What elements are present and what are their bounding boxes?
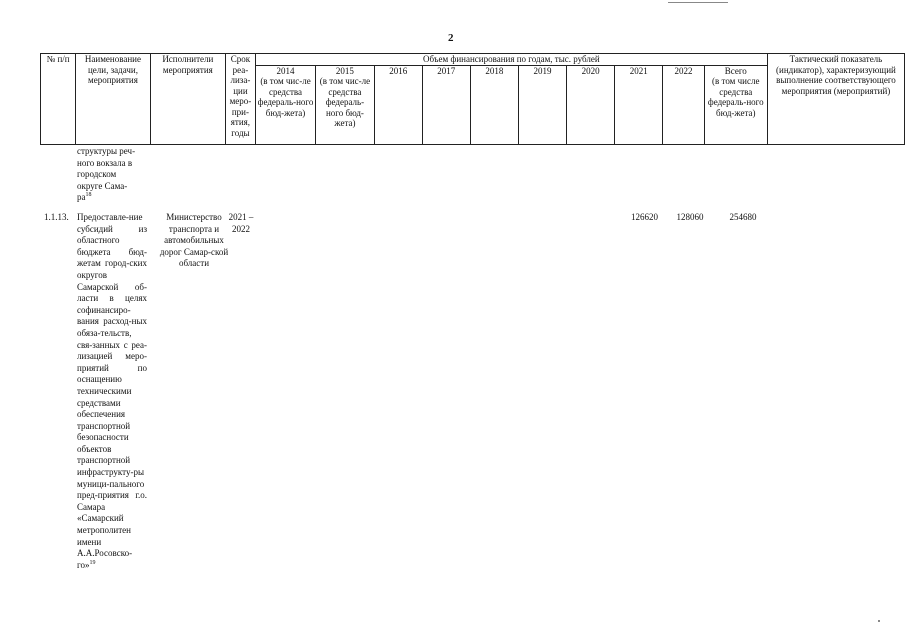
year-2014-note: (в том чис-ле средства федераль-ного бюд-жета) xyxy=(257,76,314,118)
col-2022-header: 2022 xyxy=(663,65,704,144)
row-value-2021: 126620 xyxy=(631,212,658,222)
continuation-text xyxy=(77,146,139,204)
row-value-2022: 128060 xyxy=(676,212,704,222)
scan-artifact xyxy=(668,2,728,3)
col-2016-header: 2016 xyxy=(374,65,422,144)
col-name-header: Наименование цели, задачи, мероприятия xyxy=(76,54,150,145)
col-2015-header xyxy=(316,65,374,144)
page-number: 2 xyxy=(448,32,454,44)
row-term: 2021 – 2022 xyxy=(228,212,254,234)
year-2015-note: (в том чис-ле средства федераль-ного бюд-жета) xyxy=(319,76,371,128)
col-2018-header: 2018 xyxy=(470,65,518,144)
col-indicator-header: Тактический показатель (индикатор), характеризующий выполнение соответствующего мероприятия (мероприятий) xyxy=(767,54,904,145)
row-number: 1.1.13. xyxy=(44,212,69,222)
total-note: (в том числе средства федераль-ного бюд-жета) xyxy=(707,76,764,118)
col-2017-header: 2017 xyxy=(422,65,470,144)
col-2021-header: 2021 xyxy=(615,65,663,144)
col-number-header: № п/п xyxy=(41,54,76,145)
row-name xyxy=(77,212,147,571)
col-executors-header: Исполнители мероприятия xyxy=(150,54,225,145)
col-term-header: Срок реа-лиза-ции меро-при-ятия, годы xyxy=(226,54,256,145)
continuation-footnote: 18 xyxy=(85,192,92,199)
row-name-footnote: 19 xyxy=(89,559,96,566)
row-value-total: 254680 xyxy=(729,212,757,222)
funding-table xyxy=(40,53,905,145)
col-2020-header: 2020 xyxy=(567,65,615,144)
year-2015: 2015 xyxy=(335,65,354,76)
scan-artifact xyxy=(878,620,880,622)
header-row-top xyxy=(41,54,905,66)
year-2014: 2014 xyxy=(276,65,295,76)
funding-group-header: Объем финансирования по годам, тыс. рублей xyxy=(255,54,767,66)
col-2014-header xyxy=(255,65,315,144)
continuation-body: структуры реч-ного вокзала в городском округе Сама-ра xyxy=(77,146,136,203)
row-name-text: Предоставле-ние субсидий из областного бюджета бюд-жетам город-ских округов Самарской об-ласти в целях софинансиро-вания расход-ных обяза-тельств, свя-занных с реа-лизацией меро-приятий по оснащению техническими средствами обеспечения транспортной безопасности объектов транспортной инфраструкту-ры муници-пального пред-приятия г.о. Самара «Самарский метрополитен имени А.А.Росовско-го» xyxy=(77,212,147,570)
row-executor: Министерство транспорта и автомобильных дорог Самар-ской области xyxy=(159,212,229,269)
col-total-header xyxy=(704,65,767,144)
col-2019-header: 2019 xyxy=(518,65,566,144)
total-label: Всего xyxy=(724,65,747,76)
